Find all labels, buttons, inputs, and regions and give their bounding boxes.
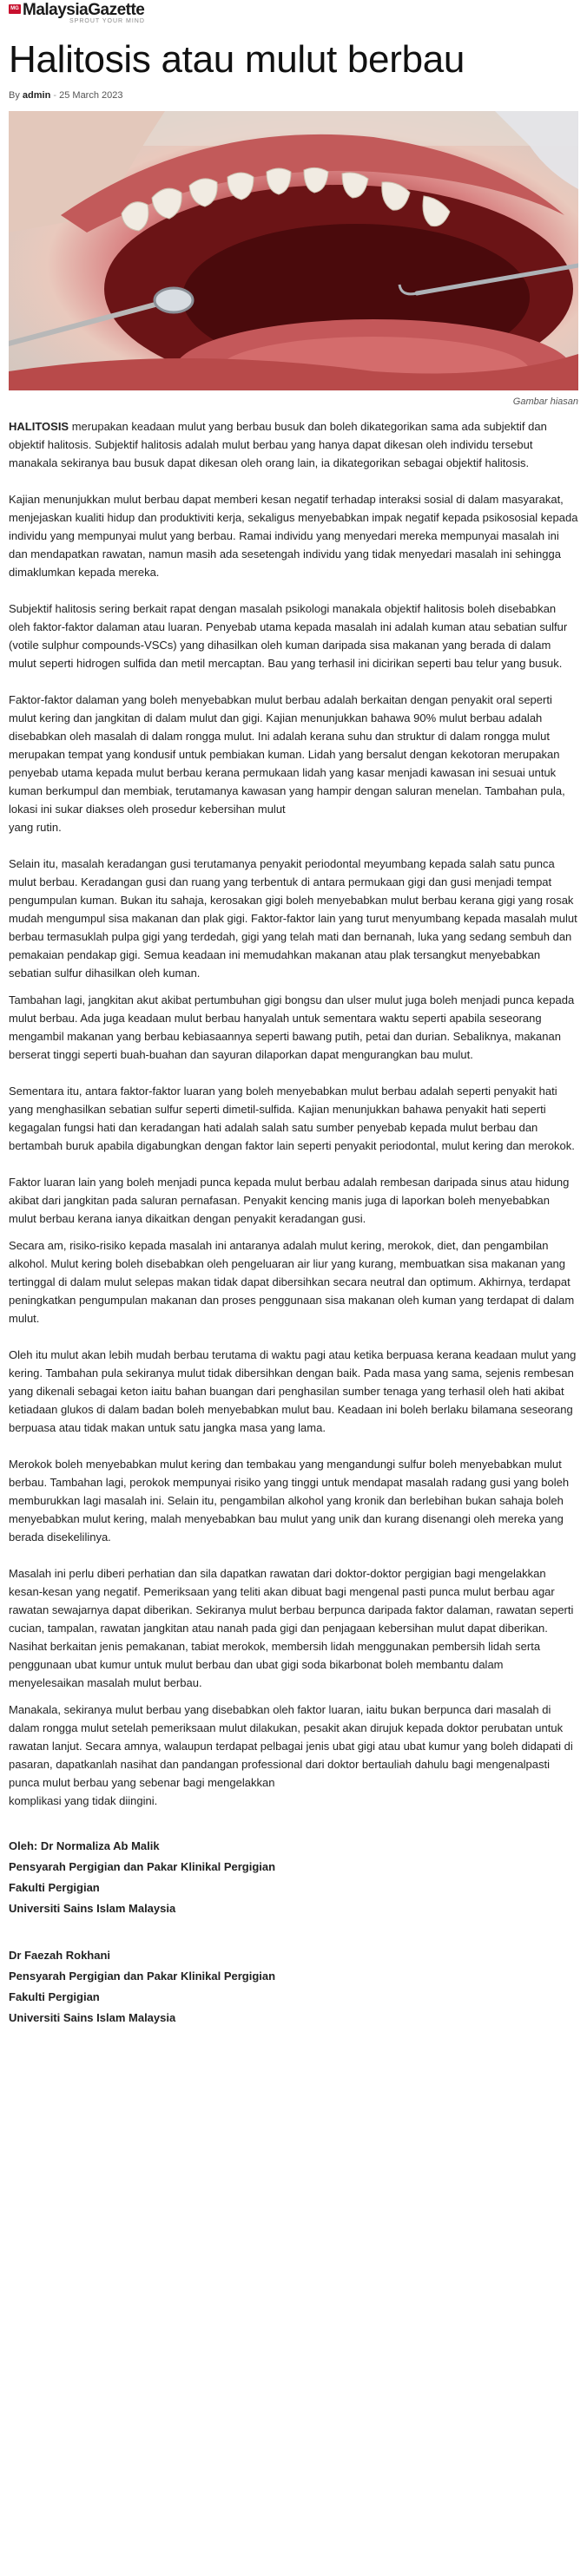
brand-tagline: SPROUT YOUR MIND xyxy=(69,18,145,24)
author-signature xyxy=(9,1945,578,2029)
author-title: Pensyarah Pergigian dan Pakar Klinikal Pergigian xyxy=(9,1860,276,1873)
brand-name[interactable]: MalaysiaGazette xyxy=(23,1,145,19)
author-faculty: Fakulti Pergigian xyxy=(9,1881,100,1894)
article-paragraph: Secara am, risiko-risiko kepada masalah ini antaranya adalah mulut kering, merokok, diet, dan pengambilan alkohol. Mulut kering boleh disebabkan oleh pengeluaran air liur yang kurang, membuatkan sisa makanan yang tertinggal di dalam mulut selepas makan tidak dapat dibersihkan secara neutral dan optimum. Akhirnya, terdapat peningkatkan pengumpulan makanan dan proses penggunaan sisa makanan oleh kuman yang terdapat di dalam mulut. xyxy=(9,1239,575,1325)
dental-exam-illustration xyxy=(9,111,578,390)
meta-author-link[interactable]: admin xyxy=(22,90,51,101)
author-signature xyxy=(9,1836,578,1919)
article-paragraph: Faktor luaran lain yang boleh menjadi punca kepada mulut berbau adalah rembesan daripada sinus atau hidung akibat dari jangkitan pada saluran pernafasan. Penyakit kencing manis juga di laporkan boleh menyebabkan mulut berbau kerana ianya dikaitkan dengan penyakit keradangan gusi. xyxy=(9,1176,570,1225)
meta-by: By xyxy=(9,90,20,101)
article-paragraph: Faktor-faktor dalaman yang boleh menyebabkan mulut berbau adalah berkaitan dengan penyakit oral seperti mulut kering dan jangkitan di dalam mulut dan gigi. Kajian menunjukkan bahawa 90% mulut berbau adalah disebabkan oleh masalah di dalam rongga mulut. Ini adalah kerana suhu dan struktur di dalam rongga mulut merupakan tempat yang kondusif untuk pembiakan kuman. Lidah yang bersalut dengan kekotoran merupakan penyebab utama kepada mulut berbau kerana permukaan lidah yang kasar menjadi kawasan ini sesuai untuk kuman berkumpul dan membiak, terutamanya kawasan yang hampir dengan saluran menelan. Tambahan pula, lokasi ini sukar diakses oleh prosedur kebersihan mulut yang rutin. xyxy=(9,693,565,834)
meta-date: 25 March 2023 xyxy=(59,90,123,101)
article-title: Halitosis atau mulut berbau xyxy=(9,38,465,81)
lead-word: HALITOSIS xyxy=(9,420,69,433)
article-paragraph: Tambahan lagi, jangkitan akut akibat pertumbuhan gigi bongsu dan ulser mulut juga boleh menjadi punca kepada mulut berbau. Ada juga keadaan mulut berbau hanyalah untuk sementara waktu seperti apabila seseorang mengambil makanan yang berbau kebiasaannya seperti bawang putih, petai dan durian. Sebaliknya, makanan berserat tinggi seperti buah-buahan dan sayuran dilaporkan dapat mengurangkan bau mulut. xyxy=(9,993,575,1061)
article-body xyxy=(9,417,578,2029)
article-paragraph: Subjektif halitosis sering berkait rapat dengan masalah psikologi manakala objektif halitosis boleh disebabkan oleh faktor-faktor dalaman atau luaran. Penyebab utama kepada masalah ini adalah kuman atau sebatian sulfur (votile sulphur compounds-VSCs) yang dihasilkan oleh kuman daripada sisa makanan yang berada di dalam mulut seperti hidrogen sulfida dan metil mercaptan. Bau yang terhasil ini dicirikan seperti bau telur yang busuk. xyxy=(9,602,568,670)
author-university: Universiti Sains Islam Malaysia xyxy=(9,2011,176,2024)
author-university: Universiti Sains Islam Malaysia xyxy=(9,1902,176,1915)
article-paragraph: Merokok boleh menyebabkan mulut kering dan tembakau yang mengandungi sulfur boleh menyebabkan mulut berbau. Tambahan lagi, perokok mempunyai risiko yang tinggi untuk mendapat masalah radang gusi yang boleh memburukkan lagi masalah ini. Selain itu, pengambilan alkohol yang kronik dan berlebihan bukan sahaja boleh menyebabkan mulut kering, malah menyebabkan bau mulut yang unik dan kurang disenangi oleh mereka yang berada disekelilinya. xyxy=(9,1458,570,1544)
article-paragraph: Sementara itu, antara faktor-faktor luaran yang boleh menyebabkan mulut berbau adalah seperti penyakit hati yang menghasilkan sebatian sulfur seperti dimetil-sulfida. Kajian menunjukkan bahawa penyakit hati seperti kegagalan fungsi hati dan keradangan hati adalah salah satu sumber penyebab kepada mulut berbau dan bertambah buruk apabila digabungkan dengan faktor lain seperti penyakit periodontal, mulut kering dan merokok. xyxy=(9,1085,575,1152)
author-name: Dr Faezah Rokhani xyxy=(9,1949,111,1962)
article-paragraph: Oleh itu mulut akan lebih mudah berbau terutama di waktu pagi atau ketika berpuasa kerana keadaan mulut yang kering. Tambahan pula sekiranya mulut tidak dibersihkan dengan baik. Pada masa yang sama, sejenis rembesan yang dikenali sebagai keton iaitu bahan buangan dari penghasilan sumber tenaga yang terhasil oleh hati akibat ketiadaan glukos di dalam badan boleh menyebabkan mulut bau. Keadaan ini boleh berlaku bilamana seseorang berpuasa atau tidak makan untuk satu jangka masa yang lama. xyxy=(9,1348,577,1434)
image-caption: Gambar hiasan xyxy=(512,397,578,407)
author-faculty: Fakulti Pergigian xyxy=(9,1990,100,2003)
article-paragraph: Masalah ini perlu diberi perhatian dan sila dapatkan rawatan dari doktor-doktor pergigian bagi mengelakkan kesan-kesan yang negatif. Pemeriksaan yang teliti akan dibuat bagi mengenal pasti punca mulut berbau agar rawatan sewajarnya dapat diberikan. Sekiranya mulut berbau berpunca daripada faktor dalaman, rawatan seperti cucian, tampalan, rawatan jangkitan atau nanah pada gigi dan penjagaan kebersihan mulut dapat diberikan. Nasihat berkaitan jenis pemakanan, tabiat merokok, membersih lidah menggunakan pembersih lidah serta penggunaan ubat kumur untuk mulut berbau dan ubat gigi soda bikarbonat boleh membantu dalam menyelesaikan masalah mulut berbau. xyxy=(9,1567,574,1689)
article-paragraph-lead xyxy=(9,417,578,472)
site-header xyxy=(9,0,578,33)
article-paragraph: Selain itu, masalah keradangan gusi terutamanya penyakit periodontal meyumbang kepada salah satu punca mulut berbau. Keradangan gusi dan ruang yang terbentuk di antara permukaan gigi dan gusi menjadi tempat pengumpulan kuman. Bukan itu sahaja, kerosakan gigi boleh menyebabkan mulut berbau kerana gigi yang rosak mudah mengumpul sisa makanan dan plak gigi. Faktor-faktor lain yang turut menyumbang kepada masalah mulut berbau termasuklah pulpa gigi yang terdedah, gigi yang telah mati dan bernanah, luka yang sedang sembuh dan pemakaian pendakap gigi. Semua keadaan ini memudahkan makanan atau plak tersangkut menyebabkan sebatian sulfur dihasilkan oleh kuman. xyxy=(9,857,577,980)
article-paragraph: Manakala, sekiranya mulut berbau yang disebabkan oleh faktor luaran, iaitu bukan berpunca dari masalah di dalam rongga mulut setelah pemeriksaan mulut dilakukan, pesakit akan dirujuk kepada doktor perubatan untuk rawatan lanjut. Secara amnya, walaupun terdapat pelbagai jenis ubat gigi atau ubat kumur yang boleh didapati di pasaran, dapatkanlah nasihat dan pandangan professional dari doktor bertauliah dahulu bagi mengenalpasti punca mulut berbau yang sebenar bagi mengelakkan komplikasi yang tidak diingini. xyxy=(9,1703,573,1807)
meta-separator: - xyxy=(53,90,57,101)
author-name: Oleh: Dr Normaliza Ab Malik xyxy=(9,1839,160,1852)
brand-logo[interactable] xyxy=(23,2,145,24)
author-title: Pensyarah Pergigian dan Pakar Klinikal Pergigian xyxy=(9,1970,276,1983)
lead-paragraph-text: merupakan keadaan mulut yang berbau busuk dan boleh dikategorikan sama ada subjektif dan objektif halitosis. Subjektif halitosis adalah mulut berbau yang hanya dapat dikesan oleh individu tersebut manakala sekiranya bau busuk dapat dikesan oleh orang lain, ia dikategorikan sebagai objektif halitosis. xyxy=(9,420,547,469)
article-hero-image xyxy=(9,111,578,390)
article-paragraph: Kajian menunjukkan mulut berbau dapat memberi kesan negatif terhadap interaksi sosial di dalam masyarakat, menjejaskan kualiti hidup dan produktiviti kerja, sekaligus menyebabkan impak negatif kepada psikososial kepada individu yang mempunyai mulut yang berbau. Ramai individu yang menyedari mereka mempunyai masalah ini dan mendapatkan rawatan, namun masih ada sesetengah individu yang tidak menyedari masalah ini sehingga dimaklumkan kepada mereka. xyxy=(9,493,578,579)
article-meta xyxy=(9,90,578,104)
brand-badge[interactable]: MG xyxy=(9,4,21,14)
